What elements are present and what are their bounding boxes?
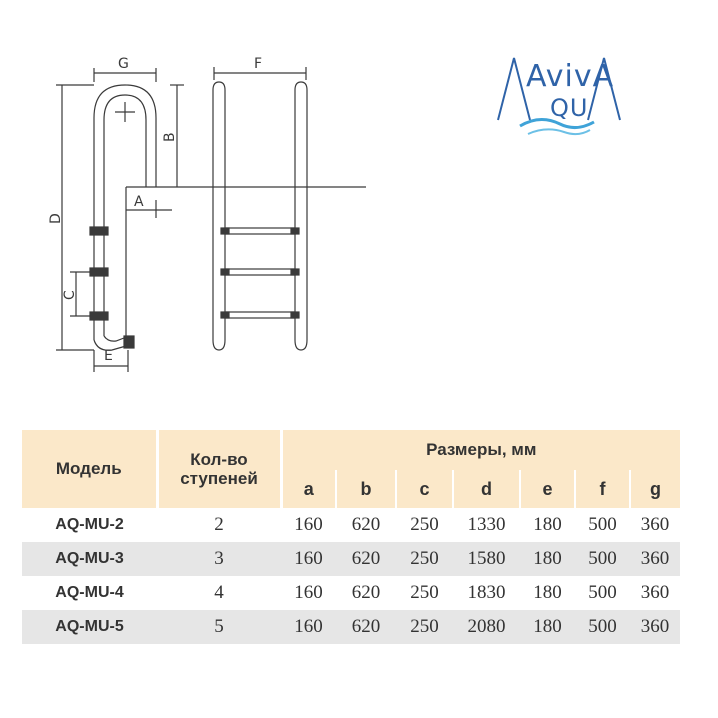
table-row	[22, 508, 680, 542]
cell-g: 360	[630, 610, 680, 644]
header-letter-d: d	[453, 470, 520, 508]
cell-c: 250	[396, 610, 453, 644]
logo-text-top: AvivA	[526, 59, 615, 94]
cell-b: 620	[336, 542, 396, 576]
header-dimensions: Размеры, мм	[281, 430, 680, 470]
cell-e: 180	[533, 582, 562, 603]
table-row	[22, 542, 680, 576]
cell-e: 180	[520, 610, 575, 644]
header-letter-g: g	[630, 470, 680, 508]
cell-a: 160	[294, 582, 323, 603]
cell-f: 500	[588, 582, 617, 603]
cell-b: 620	[336, 610, 396, 644]
front-step-3	[225, 312, 295, 318]
label-e: E	[104, 348, 113, 364]
cell-g: 360	[630, 542, 680, 576]
handrail-outer	[94, 85, 156, 340]
header-steps-line2: ступеней	[180, 469, 258, 488]
cell-steps: 3	[157, 542, 281, 576]
header-model: Модель	[22, 430, 157, 508]
front-rail-left	[213, 82, 225, 350]
cell-model: AQ-MU-2	[55, 516, 124, 533]
cell-model: AQ-MU-4	[55, 584, 124, 601]
logo-text-bottom: QU	[550, 94, 589, 122]
handrail-inner	[104, 95, 146, 336]
header-steps-line1: Кол-во	[190, 450, 248, 469]
label-g: G	[118, 56, 129, 72]
cell-steps: 5	[157, 610, 281, 644]
cell-g: 360	[640, 582, 670, 603]
table-row	[22, 610, 680, 644]
cell-steps: 4	[214, 582, 224, 603]
cell-a: 160	[281, 542, 336, 576]
label-b: B	[162, 132, 178, 142]
label-d: D	[48, 213, 64, 224]
front-step-2	[225, 269, 295, 275]
cell-c: 250	[410, 582, 439, 603]
cell-e: 180	[520, 542, 575, 576]
cell-f: 500	[588, 514, 617, 535]
header-letter-f: f	[575, 470, 630, 508]
table-row	[22, 576, 680, 610]
aviva-aqua-logo	[478, 40, 658, 140]
spec-table	[22, 430, 680, 644]
front-step-1	[225, 228, 295, 234]
cell-c: 250	[396, 542, 453, 576]
cell-d: 1830	[467, 582, 506, 603]
header-letter-b: b	[336, 470, 396, 508]
front-rail-right	[295, 82, 307, 350]
label-c: C	[62, 290, 78, 300]
cell-b: 620	[351, 514, 381, 535]
header-letter-a: a	[281, 470, 336, 508]
header-letter-e: e	[520, 470, 575, 508]
cell-d: 1580	[453, 542, 520, 576]
cell-f: 500	[575, 610, 630, 644]
cell-a: 160	[281, 610, 336, 644]
cell-d: 1330	[467, 514, 506, 535]
cell-model: AQ-MU-3	[22, 542, 157, 576]
cell-e: 180	[533, 514, 562, 535]
cell-a: 160	[294, 514, 323, 535]
header-steps	[157, 430, 281, 508]
cell-d: 2080	[453, 610, 520, 644]
label-f: F	[254, 56, 263, 72]
cell-g: 360	[640, 514, 670, 535]
label-a: A	[134, 194, 144, 210]
cell-b: 620	[351, 582, 381, 603]
cell-steps: 2	[214, 514, 224, 535]
cell-f: 500	[575, 542, 630, 576]
cell-c: 250	[410, 514, 439, 535]
cell-model: AQ-MU-5	[22, 610, 157, 644]
header-letter-c: c	[396, 470, 453, 508]
